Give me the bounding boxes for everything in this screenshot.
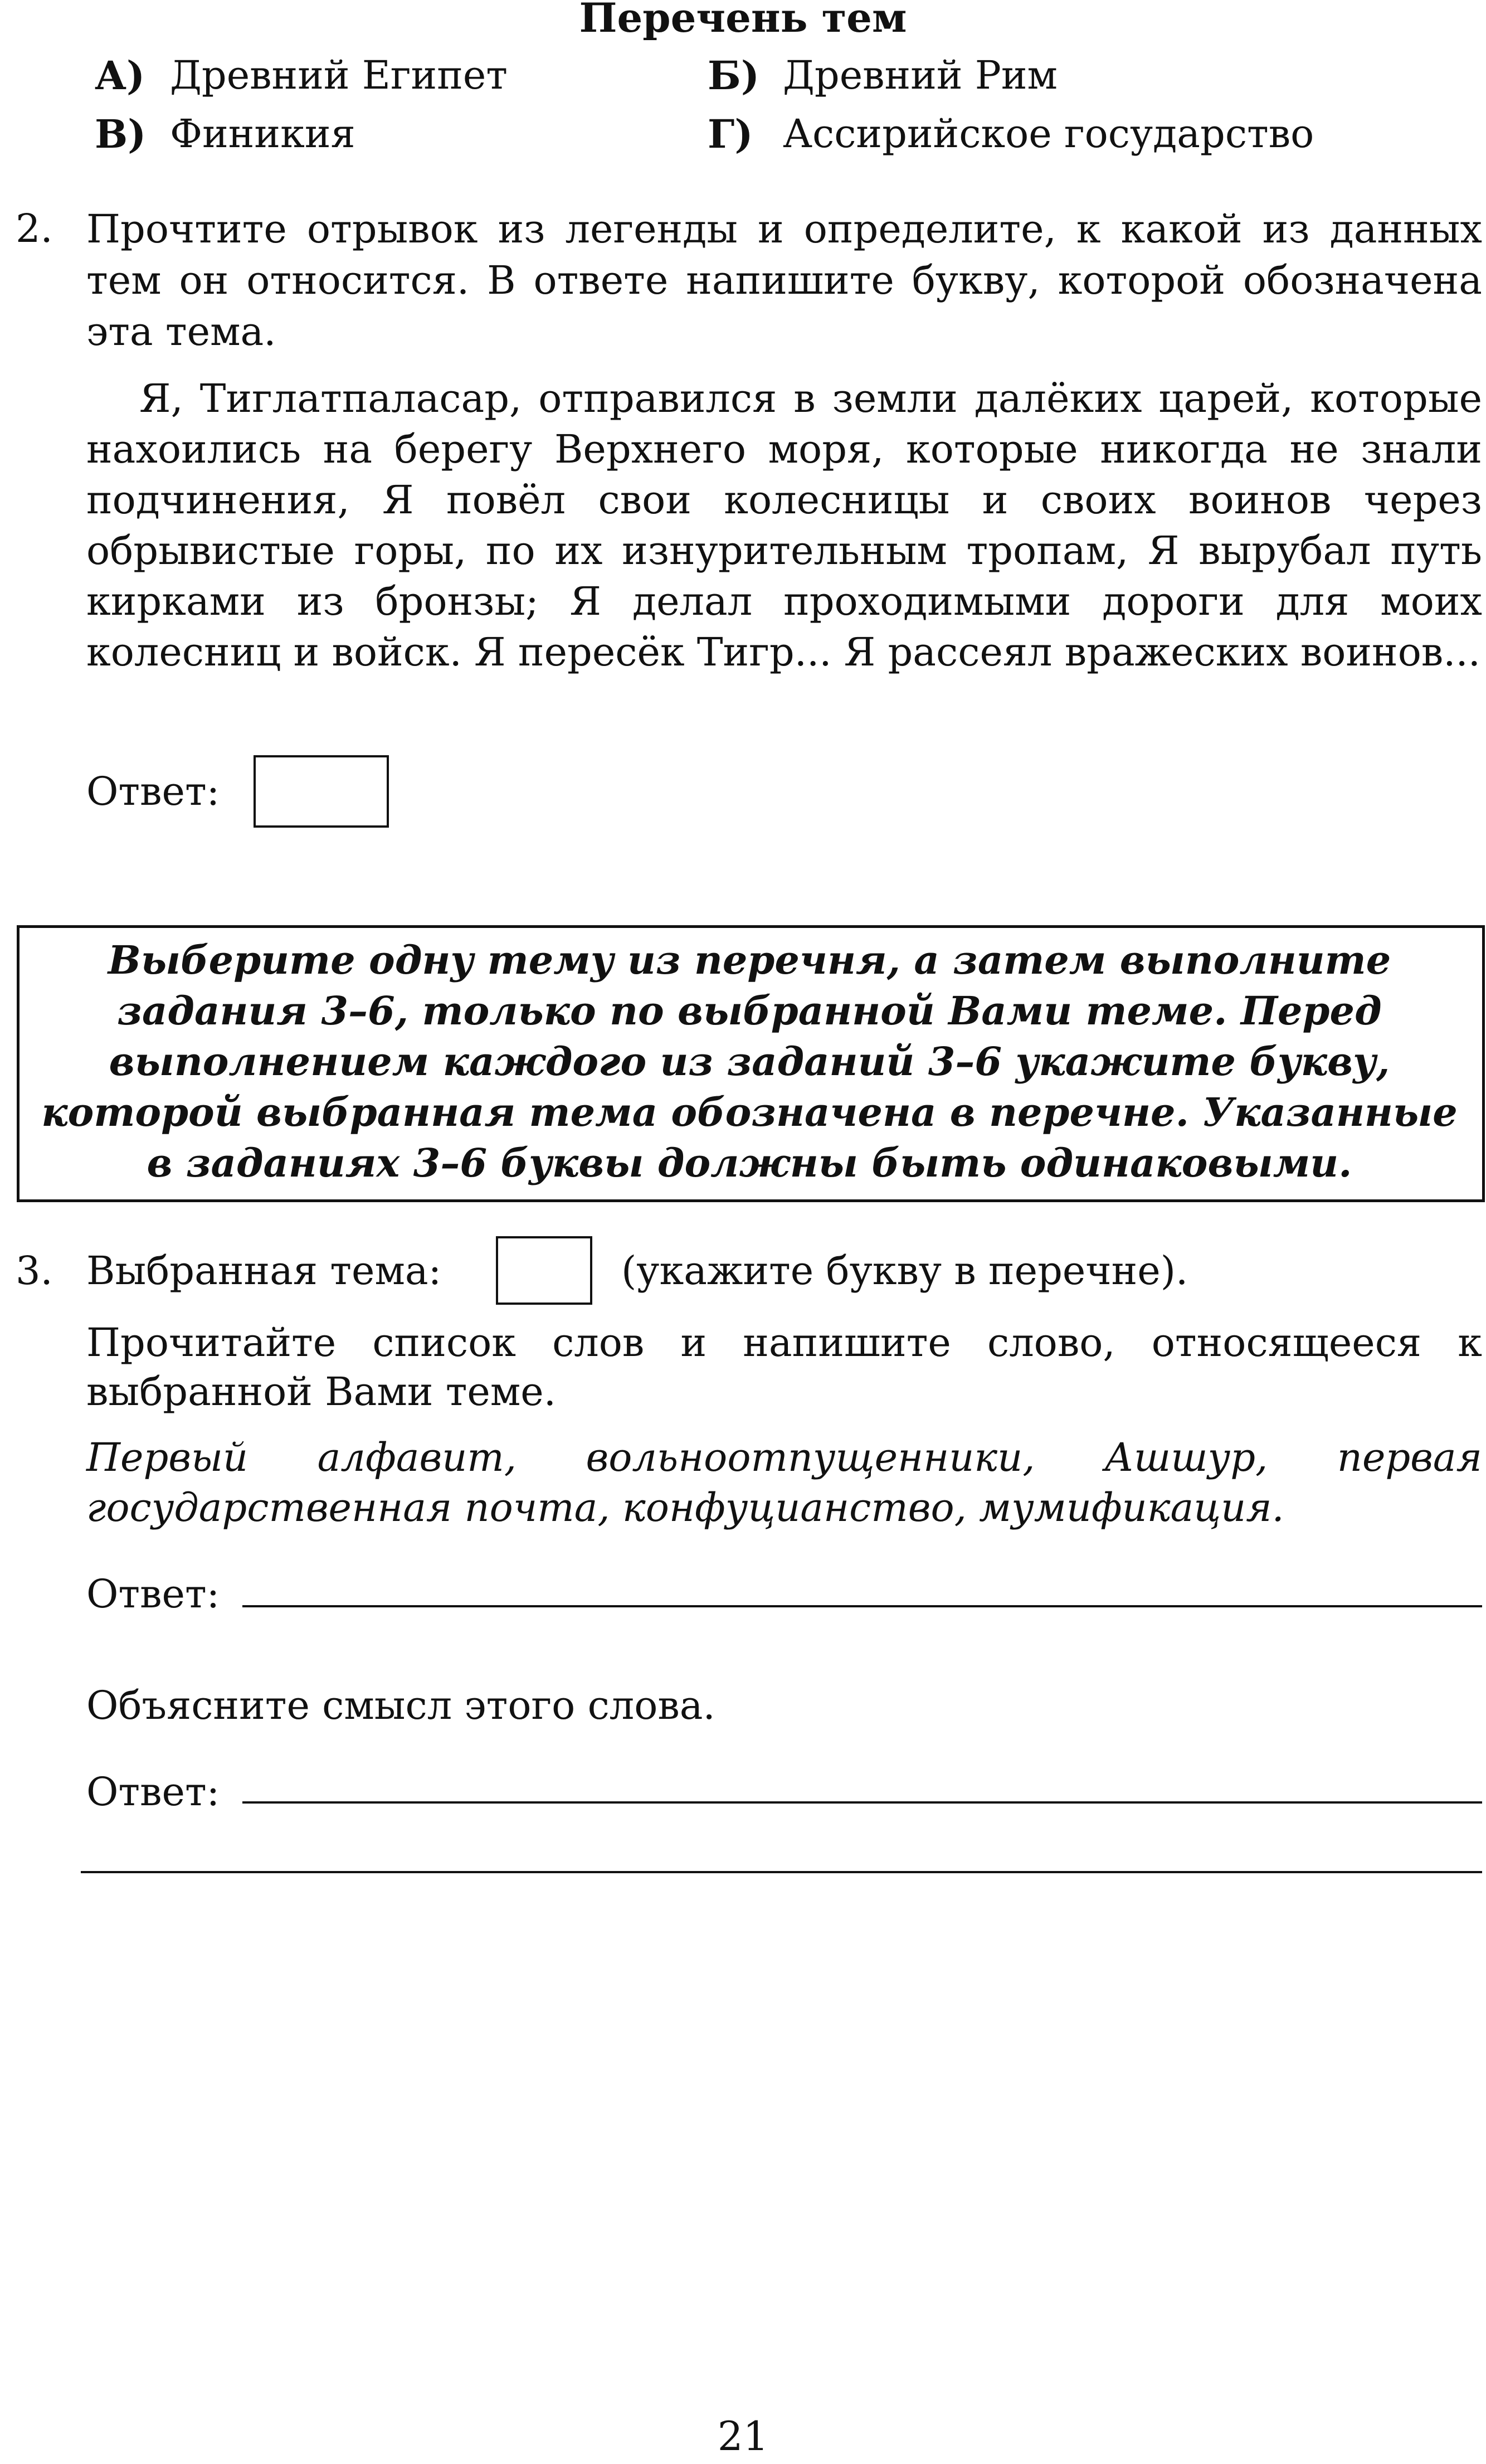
- task3-topic-hint: (укажите букву в перечне).: [621, 1248, 1188, 1294]
- topic-a: Древний Египет: [170, 52, 508, 98]
- task3-prompt: Прочитайте список слов и напишите слово, относящееся к выбранной Вами теме.: [86, 1320, 1482, 1415]
- topic-letter-v: В): [95, 111, 147, 157]
- task3-explain-prompt: Объясните смысл этого слова.: [86, 1683, 715, 1728]
- task3-explain-line-2[interactable]: [81, 1871, 1482, 1873]
- topic-letter-b: Б): [708, 52, 759, 99]
- task3-answer-label: Ответ:: [86, 1571, 220, 1617]
- task2-answer-label: Ответ:: [86, 769, 220, 814]
- task2-answer-box[interactable]: [254, 755, 389, 828]
- page-number: 21: [717, 2413, 769, 2460]
- topic-v: Финикия: [170, 111, 355, 157]
- task2-prompt: Прочтите отрывок из легенды и определите, к какой из данных тем он относится. В ответе напишите букву, которой обозначена эта тема.: [86, 206, 1482, 354]
- task2-number: 2.: [16, 206, 53, 251]
- topic-b: Древний Рим: [783, 52, 1058, 98]
- topic-g: Ассирийское государство: [783, 111, 1314, 157]
- topics-heading: Перечень тем: [579, 0, 907, 41]
- task3-topic-box[interactable]: [496, 1236, 592, 1305]
- instruction-text: Выберите одну тему из перечня, а затем выполните задания 3–6, только по выбранной Вами теме. Перед выполнением каждого из заданий 3–6 укажите букву, которой выбранная тема обозначена в перечне. Указанные в заданиях 3–6 буквы должны быть одинаковыми.: [41, 937, 1458, 1186]
- task3-words: Первый алфавит, вольноотпущенники, Ашшур, первая государственная почта, конфуцианство, мумификация.: [86, 1435, 1482, 1530]
- topic-letter-a: А): [95, 52, 145, 99]
- task3-answer-line[interactable]: [242, 1605, 1482, 1607]
- task3-topic-label: Выбранная тема:: [86, 1248, 442, 1294]
- task3-explain-line-1[interactable]: [242, 1801, 1482, 1804]
- task3-number: 3.: [16, 1248, 53, 1294]
- topic-letter-g: Г): [708, 111, 753, 157]
- task2-passage: Я, Тиглатпаласар, отправился в земли далёких царей, которые нахоились на берегу Верхнего моря, которые никогда не знали подчинения, Я повёл свои колесницы и своих воинов через обрывистые горы, по их изнурительным тропам, Я вырубал путь кирками из бронзы; Я делал проходимыми дороги для моих колесниц и войск. Я пересёк Тигр... Я рассеял вражеских воинов...: [86, 376, 1482, 675]
- task3-answer-label-2: Ответ:: [86, 1769, 220, 1815]
